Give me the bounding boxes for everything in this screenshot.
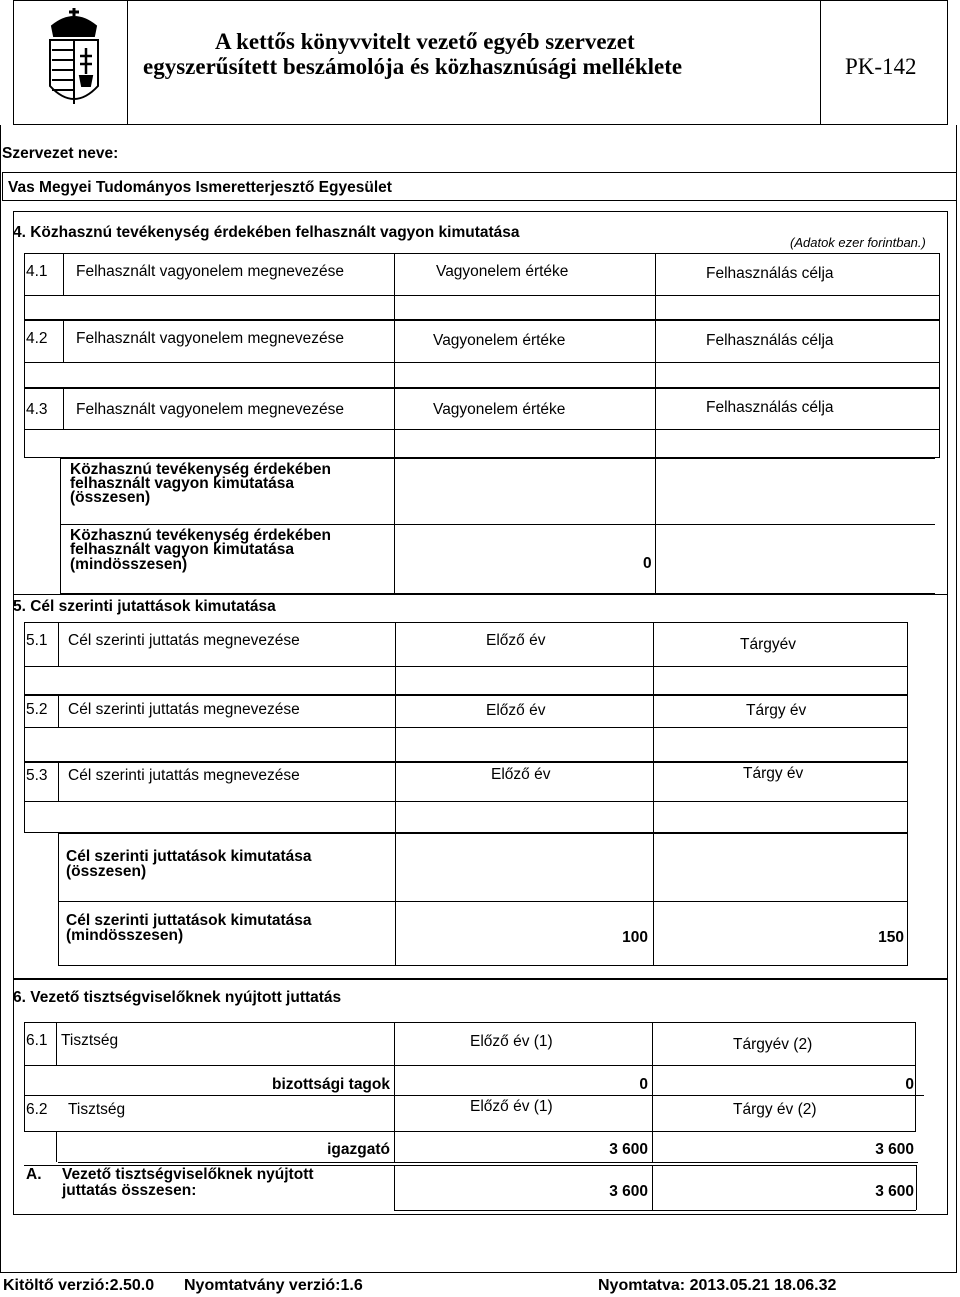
row-6-1-curr-label: Tárgyév (2) [733,1036,813,1053]
row-6-1-name-label: Tisztség [61,1032,119,1049]
footer-printed: Nyomtatva: 2013.05.21 18.06.32 [598,1277,837,1294]
section5-title: 5. Cél szerinti jutattások kimutatása [13,598,276,615]
section6-title: 6. Vezető tisztségviselőknek nyújtott juttatás [13,989,342,1006]
row-4-1-num: 4.1 [26,263,48,280]
row-5-1-curr-label: Tárgyév [740,636,796,653]
org-name-label: Szervezet neve: [2,145,119,162]
row-4-2-purpose-label: Felhasználás célja [706,332,834,349]
section4-grand-label-3: (mindösszesen) [70,556,188,573]
section6-total-curr: 3 600 [875,1183,914,1200]
section6-total-prev: 3 600 [609,1183,648,1200]
section5-grand-curr: 150 [878,929,904,946]
page-title-line2: egyszerűsített beszámolója és közhasznúsági melléklete [143,54,683,79]
form-code: PK-142 [845,54,917,79]
row-5-1-name-label: Cél szerinti juttatás megnevezése [68,632,300,649]
row-6-1-position: bizottsági tagok [272,1076,390,1093]
row-5-3-prev-label: Előző év [491,766,551,783]
section5-grand-prev: 100 [622,929,648,946]
section4-total-label-2: felhasznált vagyon kimutatása [70,475,294,492]
row-5-2-curr-label: Tárgy év [746,702,807,719]
row-6-2-prev-label: Előző év (1) [470,1098,553,1115]
row-4-2-value-label: Vagyonelem értéke [433,332,566,349]
row-6-2-num: 6.2 [26,1101,48,1118]
page-title-line1: A kettős könyvvitelt vezető egyéb szervezet [215,29,635,54]
row-6-2-position: igazgató [327,1141,390,1158]
row-6-2-prev-value: 3 600 [609,1141,648,1158]
footer-filler-version: Kitöltő verzió:2.50.0 [3,1277,155,1294]
row-6-1-prev-value: 0 [639,1076,648,1093]
row-6-1-curr-value: 0 [905,1076,914,1093]
row-4-3-purpose-label: Felhasználás célja [706,399,834,416]
section4-total-label-3: (összesen) [70,489,151,506]
row-5-2-num: 5.2 [26,701,48,718]
section4-grand-label-1: Közhasznú tevékenység érdekében [70,527,332,544]
row-6-1-prev-label: Előző év (1) [470,1033,553,1050]
row-6-2-curr-value: 3 600 [875,1141,914,1158]
section4-grand-value: 0 [643,555,652,572]
row-4-1-name-label: Felhasznált vagyonelem megnevezése [76,263,344,280]
row-5-3-curr-label: Tárgy év [743,765,804,782]
section6-total-label-1: Vezető tisztségviselőknek nyújtott [62,1166,314,1183]
footer-form-version: Nyomtatvány verzió:1.6 [184,1277,363,1294]
row-5-1-prev-label: Előző év [486,632,546,649]
section4-title: 4. Közhasznú tevékenység érdekében felhasznált vagyon kimutatása [13,224,520,241]
row-4-3-value-label: Vagyonelem értéke [433,401,566,418]
row-5-1-num: 5.1 [26,632,48,649]
row-4-2-name-label: Felhasznált vagyonelem megnevezése [76,330,344,347]
units-note: (Adatok ezer forintban.) [790,235,926,250]
section4-grand-label-2: felhasznált vagyon kimutatása [70,541,294,558]
row-6-1-num: 6.1 [26,1032,48,1049]
row-4-2-num: 4.2 [26,330,48,347]
row-6-2-curr-label: Tárgy év (2) [733,1101,817,1118]
row-5-3-num: 5.3 [26,767,48,784]
row-4-3-num: 4.3 [26,401,48,418]
row-4-3-name-label: Felhasznált vagyonelem megnevezése [76,401,344,418]
row-6-2-name-label: Tisztség [68,1101,126,1118]
section5-grand-label-1: Cél szerinti juttatások kimutatása [66,912,312,929]
section5-grand-label-2: (mindösszesen) [66,927,184,944]
section6-total-num: A. [26,1166,42,1183]
row-5-2-name-label: Cél szerinti juttatás megnevezése [68,701,300,718]
section6-total-label-2: juttatás összesen: [62,1182,197,1199]
section4-total-label-1: Közhasznú tevékenység érdekében [70,461,332,478]
section5-total-label-2: (összesen) [66,863,147,880]
section5-total-label-1: Cél szerinti juttatások kimutatása [66,848,312,865]
row-4-1-purpose-label: Felhasználás célja [706,265,834,282]
row-5-2-prev-label: Előző év [486,702,546,719]
row-5-3-name-label: Cél szerinti jutattás megnevezése [68,767,300,784]
row-4-1-value-label: Vagyonelem értéke [436,263,569,280]
org-name-value: Vas Megyei Tudományos Ismeretterjesztő Egyesület [8,179,392,196]
